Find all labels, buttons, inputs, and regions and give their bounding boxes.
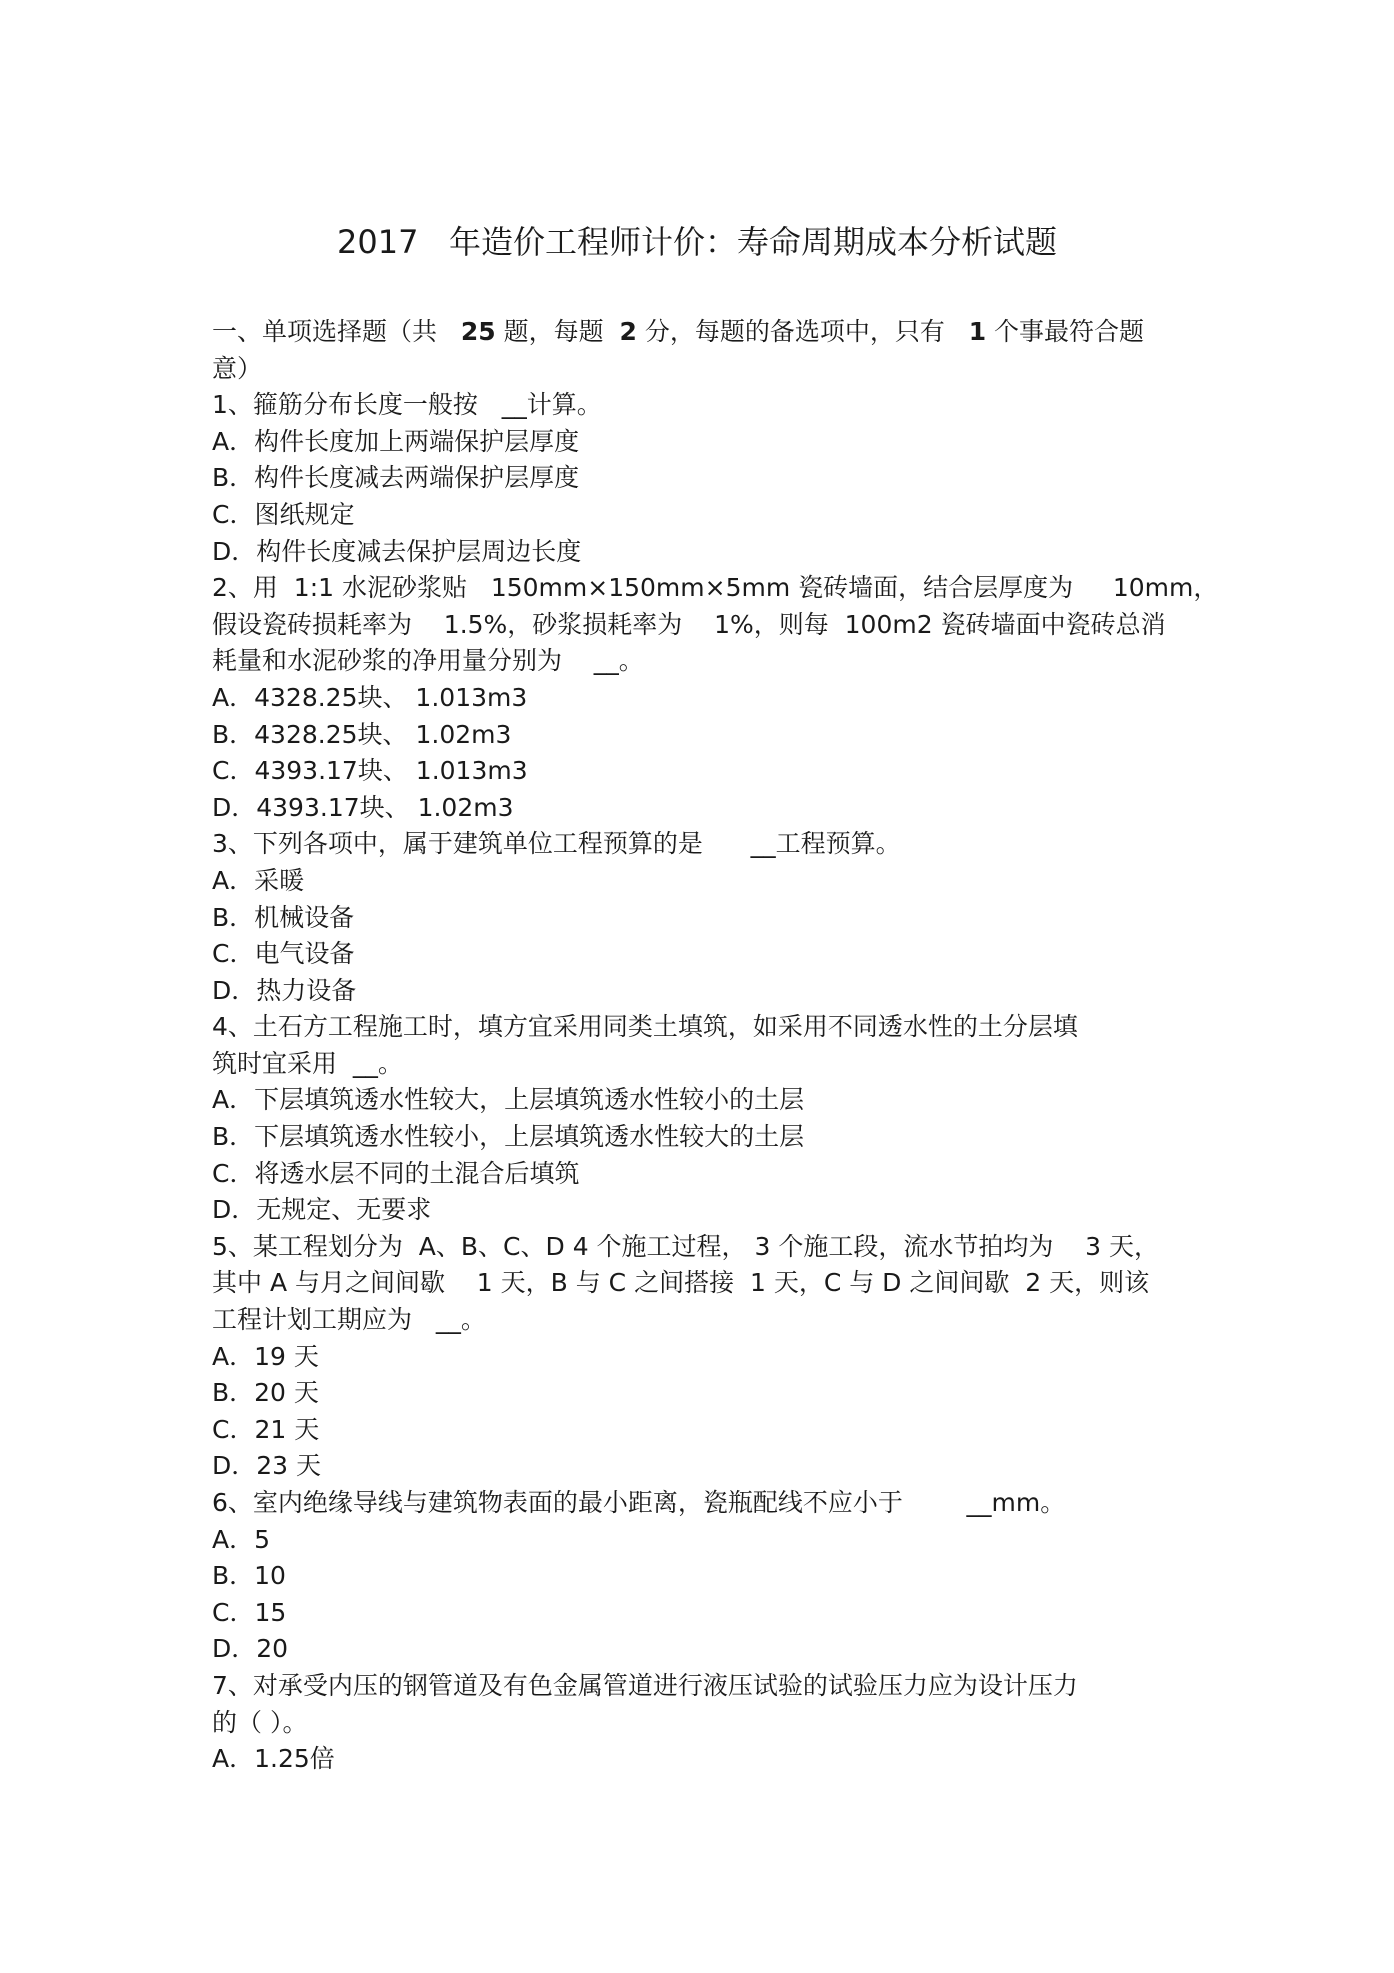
section-heading-text: 一、单项选择题（共 [212,317,461,346]
answer-option: A．采暖 [212,865,305,895]
question-text: 假设瓷砖损耗率为 1.5%，砂浆损耗率为 1%，则每 100m2 瓷砖墙面中瓷砖总消 [212,609,1166,639]
answer-option: C．图纸规定 [212,499,355,529]
answer-option: D．4393.17块、 1.02m3 [212,792,514,822]
answer-option: A．构件长度加上两端保护层厚度 [212,426,580,456]
answer-option: D．热力设备 [212,975,357,1005]
answer-option: A．4328.25块、 1.013m3 [212,682,528,712]
question-text: 1、箍筋分布长度一般按 __计算。 [212,390,602,420]
question-text: 其中 A 与月之间间歇 1 天，B 与 C 之间搭接 1 天，C 与 D 之间间歇 2 天，则该 [212,1268,1150,1298]
question-text: 6、室内绝缘导线与建筑物表面的最小距离，瓷瓶配线不应小于 __mm。 [212,1488,1066,1517]
answer-option: C．21 天 [212,1414,320,1444]
question-text: 7、对承受内压的钢管道及有色金属管道进行液压试验的试验压力应为设计压力 [212,1670,1078,1700]
answer-option: B．下层填筑透水性较小，上层填筑透水性较大的土层 [212,1122,805,1152]
answer-option: A．5 [212,1524,271,1554]
question-text: 耗量和水泥砂浆的净用量分别为 __。 [212,646,644,676]
document-title: 2017 年造价工程师计价：寿命周期成本分析试题 [337,223,1057,261]
answer-option: A．19 天 [212,1341,319,1371]
question-text: 筑时宜采用 __。 [212,1048,403,1078]
question-text: 2、用 1:1 水泥砂浆贴 150mm×150mm×5mm 瓷砖墙面，结合层厚度为 10mm， [212,573,1219,603]
answer-option: A．1.25倍 [212,1744,335,1774]
answer-option: D．20 [212,1634,289,1664]
section-heading-text: 题，每题 [495,317,620,346]
answer-option: C．4393.17块、 1.013m3 [212,756,528,786]
question-lines [212,387,1219,1778]
answer-option: D．构件长度减去保护层周边长度 [212,536,582,566]
question-count: 25 [460,317,496,346]
question-text: 的（ ）。 [212,1707,308,1737]
answer-option: B．10 [212,1561,286,1591]
answer-option: B．机械设备 [212,902,355,932]
answer-option: B．4328.25块、 1.02m3 [212,719,512,749]
question-text: 工程计划工期应为 __。 [212,1305,486,1335]
answer-option: C．15 [212,1597,287,1627]
question-text: 4、土石方工程施工时，填方宜采用同类土填筑，如采用不同透水性的土分层填 [212,1012,1078,1042]
question-list [212,314,1219,1778]
points-per-question: 2 [619,317,637,346]
section-heading-text: 分，每题的备选项中，只有 [636,317,969,346]
answer-option: B．构件长度减去两端保护层厚度 [212,463,580,493]
answer-option: B．20 天 [212,1378,319,1408]
answer-option: C．将透水层不同的土混合后填筑 [212,1158,580,1188]
section-heading [212,314,1202,351]
answer-option: C．电气设备 [212,939,355,969]
answer-option: D．无规定、无要求 [212,1195,432,1225]
question-text: 3、下列各项中，属于建筑单位工程预算的是 __工程预算。 [212,829,901,859]
answer-option: A．下层填筑透水性较大，上层填筑透水性较小的土层 [212,1085,805,1115]
section-heading-text: 个事最符合题 [986,317,1145,346]
answer-option: D．23 天 [212,1451,322,1481]
section-heading-continued: 意） [212,353,263,383]
correct-option-count: 1 [968,317,987,346]
question-text: 5、某工程划分为 A、B、C、D 4 个施工过程， 3 个施工段，流水节拍均为 3 天， [212,1231,1159,1261]
